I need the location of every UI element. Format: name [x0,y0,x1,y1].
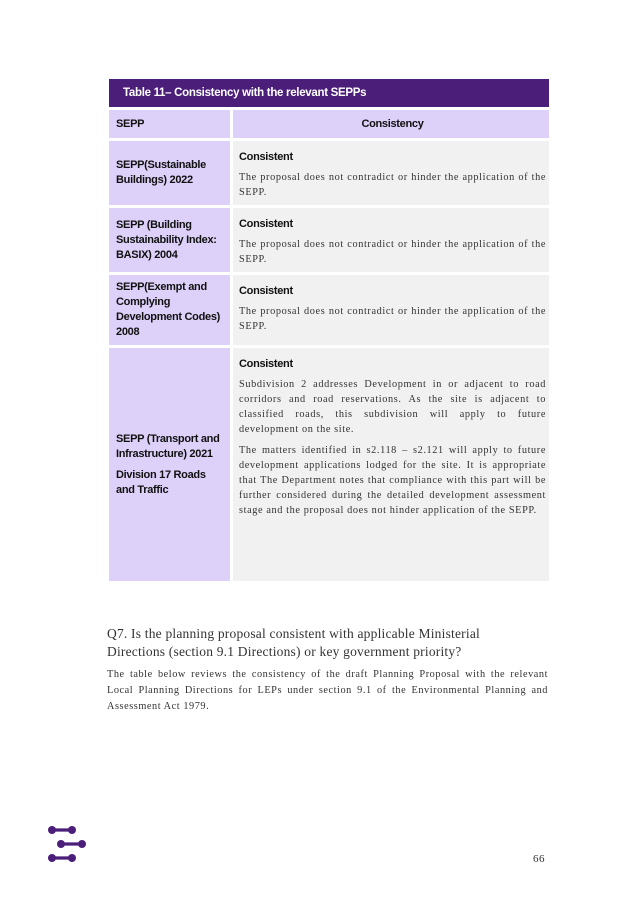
table-row [109,275,549,345]
consistency-status: Consistent [239,218,293,230]
consistency-cell [233,275,549,345]
sepp-cell [109,275,230,345]
consistency-text: The matters identified in s2.118 – s2.121 will apply to future development applications lodged for the site. It is appropriate that The Department notes that compliance with this part will be further considered during the detailed development assessment stage and the proposal does not hinder application of the SEPP. [239,445,546,516]
consistency-text: The proposal does not contradict or hinder the application of the SEPP. [239,306,546,332]
consistency-status: Consistent [239,358,293,370]
consistency-status: Consistent [239,151,293,163]
consistency-text: Subdivision 2 addresses Development in or adjacent to road corridors and road reservations. As the site is adjacent to classified roads, this subdivision will apply to future development on the site. [239,379,546,435]
sepp-name: SEPP (Building Sustainability Index: BASIX) 2004 [116,218,217,261]
consistency-status: Consistent [239,285,293,297]
sepp-cell [109,348,230,581]
sepp-cell [109,141,230,205]
table-row [109,141,549,205]
table-caption: Table 11– Consistency with the relevant SEPPs [109,79,549,107]
sepp-name: SEPP(Sustainable Buildings) 2022 [116,159,206,186]
table-row [109,348,549,581]
sepp-division: Division 17 Roads and Traffic [116,468,206,496]
consistency-cell [233,208,549,272]
consistency-text: The proposal does not contradict or hinder the application of the SEPP. [239,172,546,198]
sepp-consistency-table [109,79,549,581]
question-heading: Q7. Is the planning proposal consistent with applicable Ministerial Directions (section 9.1 Directions) or key government priority? [107,626,480,659]
sepp-cell [109,208,230,272]
page-number: 66 [533,853,545,865]
sepp-name: SEPP (Transport and Infrastructure) 2021 [116,432,220,460]
brand-dots-logo-icon [46,825,90,868]
column-header-consistency: Consistency [233,110,549,138]
question-body: The table below reviews the consistency of the draft Planning Proposal with the relevant Local Planning Directions for LEPs under section 9.1 of the Environmental Planning and Assessment Act 1979. [107,669,548,712]
consistency-cell [233,141,549,205]
table-row [109,208,549,272]
consistency-text: The proposal does not contradict or hinder the application of the SEPP. [239,239,546,265]
sepp-name: SEPP(Exempt and Complying Development Codes) 2008 [116,281,221,338]
column-header-sepp: SEPP [109,110,230,138]
consistency-cell [233,348,549,581]
table-header-row [109,110,549,138]
